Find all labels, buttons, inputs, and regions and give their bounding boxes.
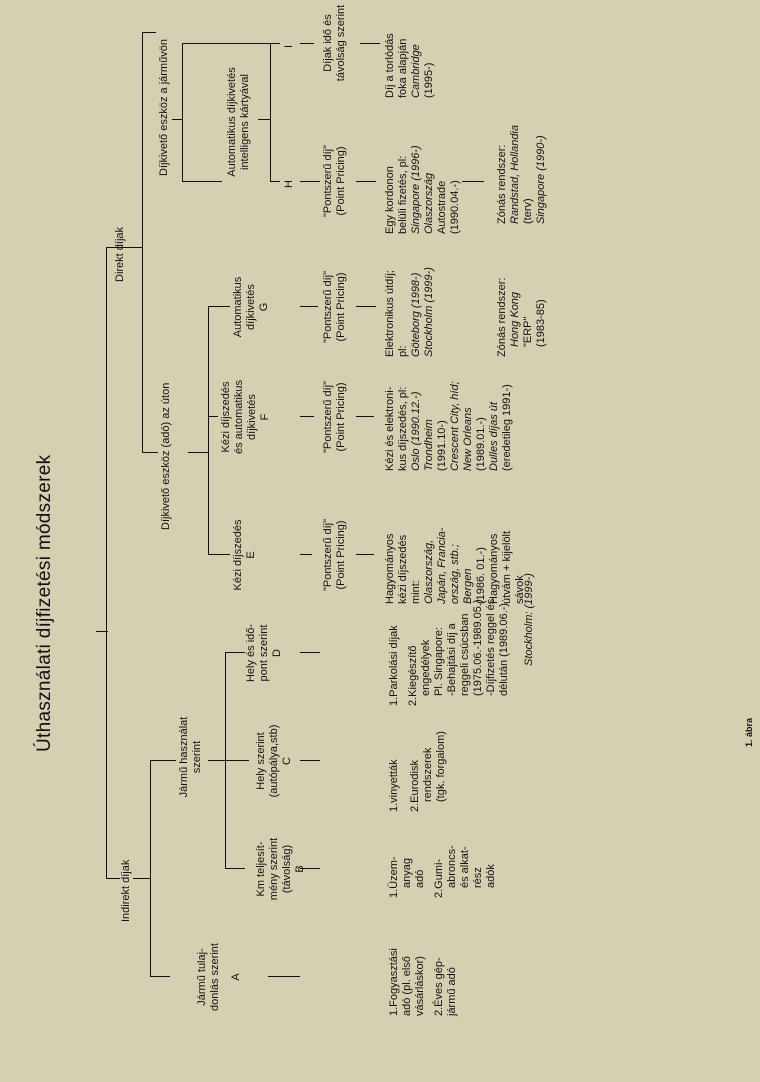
- list-item: útvám + kijelölt: [501, 530, 513, 604]
- category-e-header: [232, 505, 258, 605]
- pricing-line: "Pontszerű díj": [322, 381, 334, 454]
- category-b-letter: B: [294, 865, 306, 873]
- list-item: Singapore (1996-): [410, 145, 422, 234]
- list-item: Egy kordonon: [384, 166, 396, 234]
- category-f-line: díjkivetés: [246, 394, 258, 440]
- list-item: (1975.06.-1989.05.): [472, 599, 484, 696]
- list-item: (1990.04.-): [449, 180, 461, 234]
- list-item: (eredetileg 1991-): [501, 384, 513, 471]
- category-i-items: [384, 33, 436, 98]
- direct-label: Direkt díjak: [114, 226, 126, 282]
- list-item: Olaszország,: [423, 539, 435, 604]
- smartcard-group-line: intelligens kártyával: [239, 74, 251, 170]
- category-d-header: [245, 603, 284, 703]
- pricing-line: "Pontszerű díj": [322, 145, 334, 218]
- smartcard-group-label: [226, 52, 252, 192]
- list-item: 2.Gumi-: [433, 858, 445, 898]
- list-item: délután (1989.06.-): [498, 603, 510, 696]
- sep-e: [300, 554, 312, 555]
- list-item: Singapore (1990-): [535, 135, 547, 224]
- list-item: Zónás rendszer:: [496, 144, 508, 224]
- figure-label: 1. ábra: [744, 717, 754, 747]
- list-item: vásárláskor): [414, 956, 426, 1016]
- category-f-items: [384, 381, 514, 471]
- list-item: Japán, Francia-: [436, 527, 448, 604]
- list-item: (1991.10-): [436, 420, 448, 471]
- list-item: ország, stb.;: [449, 544, 461, 604]
- list-item: Hagyományos: [384, 533, 396, 604]
- list-item: "ERP": [522, 316, 534, 347]
- list-item: mint:: [410, 580, 422, 604]
- connector-direct-bar: [142, 33, 143, 453]
- connector-vehicle-drop: [142, 32, 156, 33]
- sep-f: [300, 416, 314, 417]
- category-f-letter: F: [259, 413, 271, 421]
- connector-indirect-bar: [150, 761, 151, 977]
- category-d-line: pont szerint: [258, 624, 270, 682]
- category-g-letter: G: [258, 302, 270, 312]
- category-h-letter: H: [283, 180, 295, 188]
- usage-group-line: Jármű használat: [178, 716, 190, 798]
- list-item: Stockholm: (1999-): [523, 573, 535, 666]
- list-item: Göteborg (1998-): [410, 272, 422, 357]
- list-item: foka alapján: [397, 38, 409, 98]
- list-item: pl:: [397, 345, 409, 357]
- pricing-line: "Pontszerű díj": [322, 271, 334, 344]
- usage-group-label: [178, 702, 204, 812]
- category-e-items: [384, 528, 527, 604]
- indirect-label: Indirekt díjak: [120, 859, 132, 922]
- category-e-line: Kézi díjszedés: [232, 519, 244, 591]
- connector-road-up: [188, 452, 209, 453]
- pricing-line: (Point Pricing): [335, 146, 347, 216]
- category-a-items: [388, 948, 459, 1016]
- list-item: 1.Parkolási díjak: [388, 625, 400, 706]
- connector-vehicle-bar: [182, 44, 183, 182]
- connector-d-drop: [225, 652, 245, 653]
- category-a-header: [196, 927, 243, 1027]
- category-b-items: [388, 845, 498, 898]
- list-item: adó: [414, 869, 426, 888]
- connector-usage-bar: [225, 653, 226, 869]
- list-item: (1986. 01.-): [475, 547, 487, 604]
- category-i-header: [322, 0, 348, 98]
- list-item: Crescent City, híd;: [449, 381, 461, 471]
- category-f-line: és automatikus: [233, 380, 245, 454]
- page-title: Úthasználati díjfizetési módszerek: [34, 454, 55, 752]
- list-item: adó (pl. első: [401, 956, 413, 1016]
- sep-g: [300, 306, 318, 307]
- list-item: Stockholm (1999-): [423, 267, 435, 357]
- list-item: engedélyek: [420, 639, 432, 696]
- connector-c-drop: [225, 760, 249, 761]
- connector-i-drop: [270, 43, 280, 44]
- category-h-pricing: [322, 126, 348, 236]
- category-d-letter: D: [271, 649, 283, 657]
- smartcard-group-line: Automatikus díjkivetés: [226, 67, 238, 177]
- connector-usage-drop: [150, 760, 176, 761]
- list-item: 1.vinyetták: [388, 759, 400, 812]
- list-item: 2.Eurodisk: [409, 760, 421, 812]
- list-item: belüli fizetés, pl:: [397, 155, 409, 234]
- category-g-pricing: [322, 252, 348, 362]
- pricing-line: (Point Pricing): [335, 520, 347, 590]
- connector-g-drop: [208, 306, 230, 307]
- list-item: Bergen: [462, 568, 474, 604]
- list-item: Hagyományos: [488, 533, 500, 604]
- connector-road-bar: [208, 307, 209, 555]
- category-d-line: Hely és idő-: [245, 623, 257, 683]
- connector-h-drop: [270, 181, 280, 182]
- sep-g-items: [356, 306, 376, 307]
- pricing-line: (Point Pricing): [335, 382, 347, 452]
- connector-indirect-up: [133, 878, 151, 879]
- connector-f-drop: [208, 416, 218, 417]
- category-e-pricing: [322, 500, 348, 610]
- category-c-line: Hely szerint: [255, 732, 267, 790]
- category-g-zonal: [496, 278, 548, 357]
- usage-group-line: szerint: [191, 740, 203, 774]
- category-b-line: mény szerint: [268, 837, 280, 901]
- category-h-zonal: [496, 125, 548, 224]
- connector-road-drop: [142, 452, 158, 453]
- sep-h-zonal: [462, 181, 484, 182]
- sep-h: [300, 181, 320, 182]
- category-a-line: Jármű tulaj-: [196, 948, 208, 1006]
- category-b-line: (távolság): [281, 844, 293, 894]
- category-c-header: [255, 706, 294, 816]
- category-a-line: donlás szerint: [209, 943, 221, 1011]
- list-item: jármű adó: [446, 967, 458, 1016]
- list-item: Elektronikus útdíj;: [384, 270, 396, 357]
- category-g-line: Automatikus: [232, 276, 244, 338]
- connector-e-drop: [208, 554, 230, 555]
- list-item: 1.Üzem-: [388, 856, 400, 898]
- list-item: Hong Kong: [509, 291, 521, 347]
- category-a-letter: A: [230, 973, 242, 981]
- list-item: Cambridge: [410, 44, 422, 98]
- list-item: (tgk. forgalom): [435, 731, 447, 802]
- category-i-letter: I: [283, 44, 295, 48]
- connector-direct-up: [126, 247, 143, 248]
- connector-root-bar: [106, 247, 107, 879]
- sep-f-items: [356, 416, 374, 417]
- category-b-header: [255, 819, 307, 919]
- list-item: (terv): [522, 198, 534, 224]
- list-item: abroncs-: [446, 845, 458, 888]
- connector-smartcard-up: [258, 119, 271, 120]
- category-c-letter: C: [281, 757, 293, 765]
- list-item: Díj a torlódás: [384, 33, 396, 98]
- list-item: 2.Éves gép-: [433, 957, 445, 1016]
- list-item: (1983-85): [535, 299, 547, 347]
- list-item: Randstad, Hollandia: [509, 124, 521, 224]
- category-f-header: [220, 362, 272, 472]
- connector-vehicle-up: [172, 119, 183, 120]
- sep-h-items: [356, 181, 376, 182]
- list-item: kézi díjszedés: [397, 534, 409, 604]
- list-item: kus díjszedés, pl:: [397, 386, 409, 471]
- pricing-line: (Point Pricing): [335, 272, 347, 342]
- category-e-letter: E: [245, 551, 257, 559]
- connector-indirect-drop: [106, 878, 120, 879]
- sep-i: [300, 43, 314, 44]
- list-item: Oslo (1990.12.-): [410, 391, 422, 471]
- list-item: Dulles díjas út: [488, 401, 500, 471]
- connector-usage-up: [208, 760, 226, 761]
- list-item: (1989.01.-): [475, 417, 487, 471]
- list-item: Trondheim: [423, 419, 435, 471]
- category-c-line: (autópálya,stb): [268, 724, 280, 798]
- list-item: 1.Fogyasztási: [388, 948, 400, 1016]
- connector-a-drop: [150, 976, 170, 977]
- sep-e-items: [356, 554, 374, 555]
- connector-i-branch: [182, 43, 278, 44]
- vehicle-group-label: Díjkivető eszköz a járművön: [158, 39, 170, 176]
- category-f-line: Kézi díjszedés: [220, 381, 232, 453]
- category-i-line: Díjak idő és: [322, 14, 334, 72]
- list-item: -Díjfizetés reggel és: [485, 598, 497, 696]
- list-item: anyag: [401, 858, 413, 888]
- list-item: rendszerek: [422, 747, 434, 802]
- category-g-header: [232, 257, 271, 357]
- list-item: rész: [472, 867, 484, 888]
- road-group-label: Díjkivető eszköz (adó) az úton: [160, 382, 172, 530]
- list-item: Kézi és elektroni-: [384, 386, 396, 471]
- connector-b-drop: [225, 868, 245, 869]
- list-item: és alkat-: [459, 846, 471, 888]
- list-item: reggeli csúcsban: [459, 613, 471, 696]
- list-item: -Behajtási díj a: [446, 623, 458, 696]
- pricing-line: "Pontszerű díj": [322, 519, 334, 592]
- list-item: 2.Kiegészítő: [407, 645, 419, 706]
- list-item: adók: [485, 864, 497, 888]
- category-i-line: távolság szerint: [335, 4, 347, 82]
- category-g-items: [384, 267, 436, 357]
- category-c-items: [388, 731, 448, 812]
- category-h-items: [384, 145, 462, 234]
- list-item: Zónás rendszer:: [496, 277, 508, 357]
- sep-i-items: [360, 43, 380, 44]
- list-item: Pl. Singapore:: [433, 626, 445, 696]
- list-item: Autostrade: [436, 180, 448, 234]
- category-f-pricing: [322, 362, 348, 472]
- category-g-line: díjkivetés: [245, 284, 257, 330]
- sep-c: [300, 760, 320, 761]
- list-item: sávok: [514, 575, 526, 604]
- sep-d: [300, 652, 320, 653]
- category-b-line: Km teljesít-: [255, 841, 267, 897]
- connector-smartcard-drop: [182, 181, 222, 182]
- sep-a: [268, 976, 300, 977]
- connector-hi-bar: [270, 44, 271, 182]
- list-item: [401, 731, 409, 812]
- list-item: Olaszország: [423, 172, 435, 234]
- list-item: (1995-): [423, 62, 435, 98]
- list-item: New Orleans: [462, 407, 474, 471]
